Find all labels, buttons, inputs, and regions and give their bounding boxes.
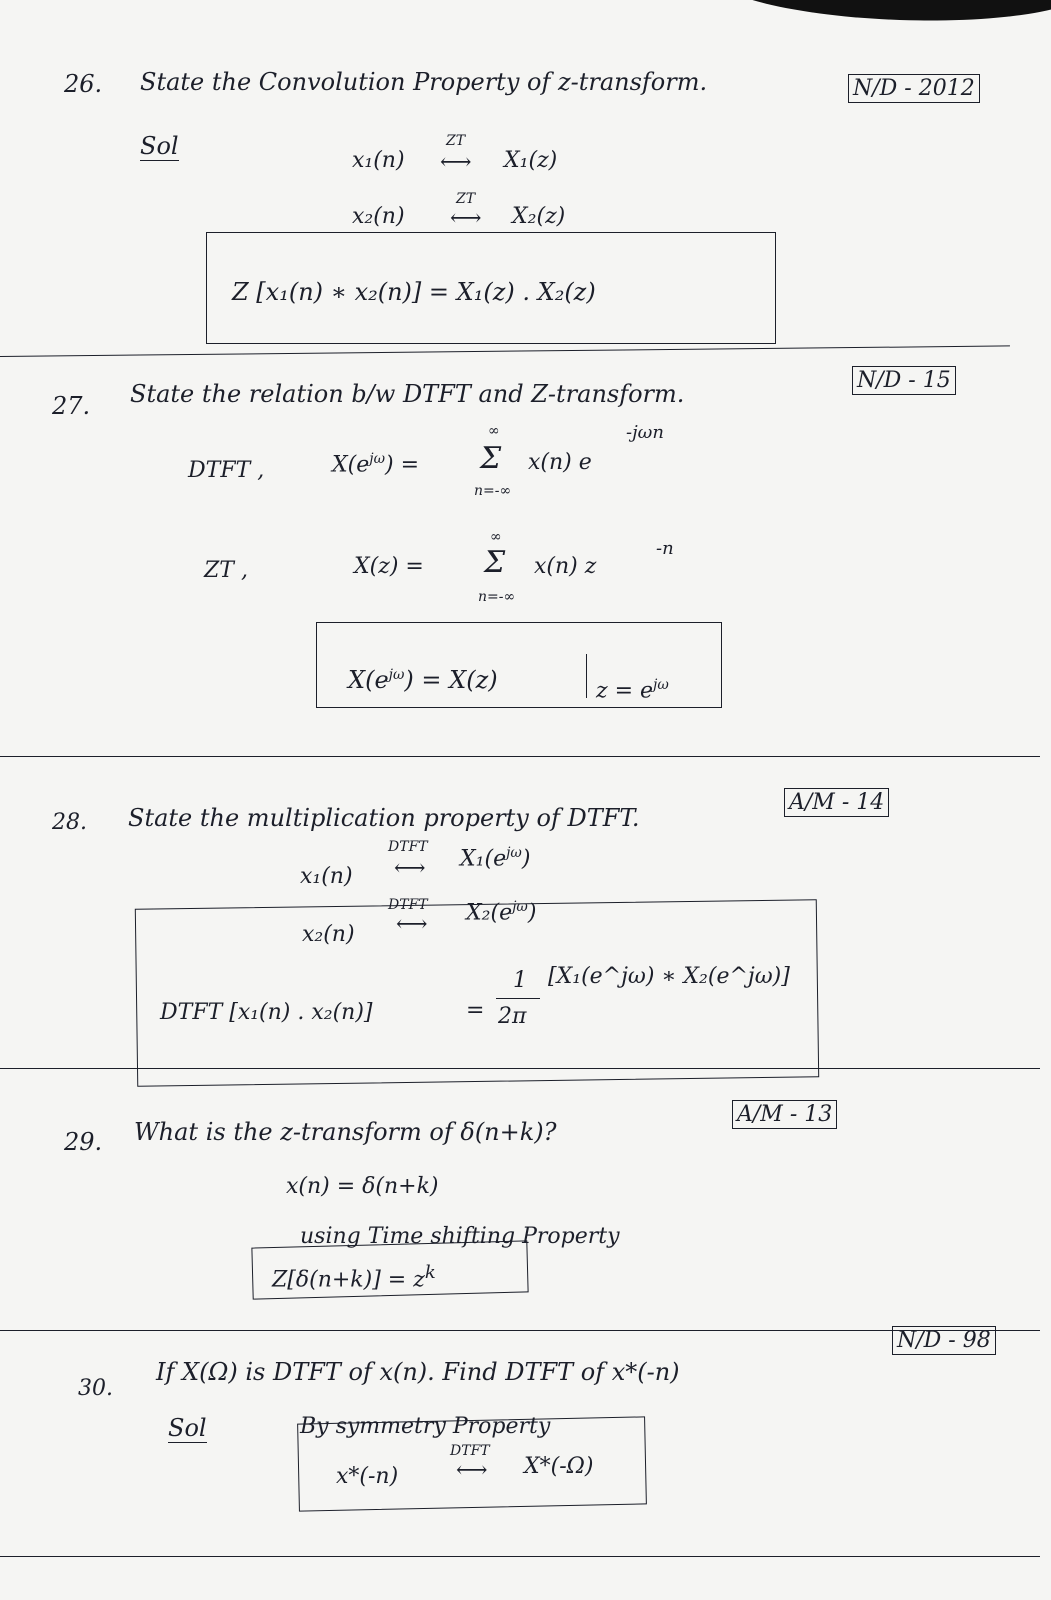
q27-zt-sum-top: ∞ [490, 529, 502, 545]
q28-result-lhs: DTFT [x₁(n) . x₂(n)] [160, 1000, 373, 1025]
q28-line2-rhs: $X_2(e^{j\omega})$ [466, 899, 537, 926]
q27-number: 27. [52, 392, 91, 420]
q26-line1-arrow: ⟷ [440, 150, 472, 175]
q27-tag: N/D - 15 [852, 366, 956, 395]
q26-line2-lhs: x₂(n) [352, 204, 405, 229]
q28-line1-arrow: ⟷ [394, 856, 426, 881]
separator-29 [0, 1330, 1040, 1331]
q29-tag: A/M - 13 [732, 1100, 837, 1129]
q28-fraction-bar [496, 998, 540, 999]
q27-dtft-sum-top: ∞ [488, 423, 500, 439]
q26-question: State the Convolution Property of z-transform. [140, 68, 708, 96]
q29-result: $Z[\delta(n+k)] = z^k$ [272, 1262, 436, 1293]
q28-result-box [135, 899, 819, 1087]
q28-line2-over: DTFT [388, 897, 428, 913]
separator-28 [0, 1068, 1040, 1069]
q27-zt-term: x(n) z [534, 554, 597, 579]
q27-dtft-lhs: $X(e^{j\omega})$ = [332, 451, 420, 478]
q28-line1-rhs: $X_1(e^{j\omega})$ [460, 845, 531, 872]
q28-question: State the multiplication property of DTFT. [128, 804, 640, 832]
q27-dtft-sum-bottom: n=-∞ [474, 483, 512, 499]
corner-shadow [710, 0, 1051, 27]
q30-question: If X(Ω) is DTFT of x(n). Find DTFT of x*(-n) [156, 1358, 680, 1386]
q26-line1-lhs: x₁(n) [352, 148, 405, 173]
q27-eval-bar [586, 654, 587, 698]
q26-line2-arrow: ⟷ [450, 206, 482, 231]
q26-result: Z [x₁(n) ∗ x₂(n)] = X₁(z) . X₂(z) [232, 278, 596, 306]
q29-number: 29. [64, 1128, 103, 1156]
q28-number: 28. [52, 810, 87, 835]
q29-line2: using Time shifting Property [300, 1224, 620, 1249]
q26-line2-rhs: X₂(z) [512, 204, 566, 229]
q26-sol: Sol [140, 132, 179, 160]
q28-result-eq: = [466, 998, 485, 1023]
separator-26 [0, 345, 1010, 357]
q30-result-rhs: X*(-Ω) [524, 1454, 594, 1479]
q30-result-arrow: ⟷ [456, 1458, 488, 1483]
q28-result-num: 1 [513, 968, 527, 993]
q27-result-lhs: $X(e^{j\omega}) = X(z)$ [348, 666, 498, 694]
separator-30 [0, 1556, 1040, 1557]
q27-question: State the relation b/w DTFT and Z-transform. [130, 380, 685, 408]
q26-number: 26. [64, 70, 103, 98]
q27-zt-sigma: Σ [484, 545, 506, 580]
q30-sol: Sol [168, 1414, 207, 1442]
q27-zt-lhs: X(z) = [354, 554, 424, 579]
q30-tag: N/D - 98 [892, 1326, 996, 1355]
q27-dtft-label: DTFT , [188, 458, 265, 483]
q26-tag: N/D - 2012 [848, 74, 980, 103]
q27-zt-sum-bottom: n=-∞ [478, 589, 516, 605]
q28-result-den: 2π [498, 1004, 527, 1029]
q26-line1-rhs: X₁(z) [504, 148, 558, 173]
q30-line1: By symmetry Property [300, 1414, 551, 1439]
q29-question: What is the z-transform of δ(n+k)? [134, 1118, 557, 1146]
q30-result-lhs: x*(-n) [336, 1464, 399, 1489]
q28-line1-lhs: x₁(n) [300, 864, 353, 889]
q27-zt-label: ZT , [204, 558, 248, 583]
q28-line1-over: DTFT [388, 839, 428, 855]
q27-zt-exp: -n [656, 538, 674, 559]
q28-tag: A/M - 14 [784, 788, 889, 817]
q26-line1-over: ZT [446, 133, 466, 149]
q27-dtft-sigma: Σ [480, 441, 502, 476]
q27-result-sub: $z = e^{j\omega}$ [596, 677, 669, 704]
q28-result-rhs: [X₁(e^jω) ∗ X₂(e^jω)] [548, 964, 790, 989]
q27-dtft-term: x(n) e [528, 450, 592, 475]
q26-line2-over: ZT [456, 191, 476, 207]
q29-line1: x(n) = δ(n+k) [286, 1174, 439, 1199]
separator-27 [0, 756, 1040, 757]
q28-line2-lhs: x₂(n) [302, 922, 355, 947]
q27-dtft-exp: -jωn [626, 422, 664, 443]
q30-number: 30. [78, 1376, 113, 1401]
q28-line2-arrow: ⟷ [396, 912, 428, 937]
q30-result-over: DTFT [450, 1443, 490, 1459]
